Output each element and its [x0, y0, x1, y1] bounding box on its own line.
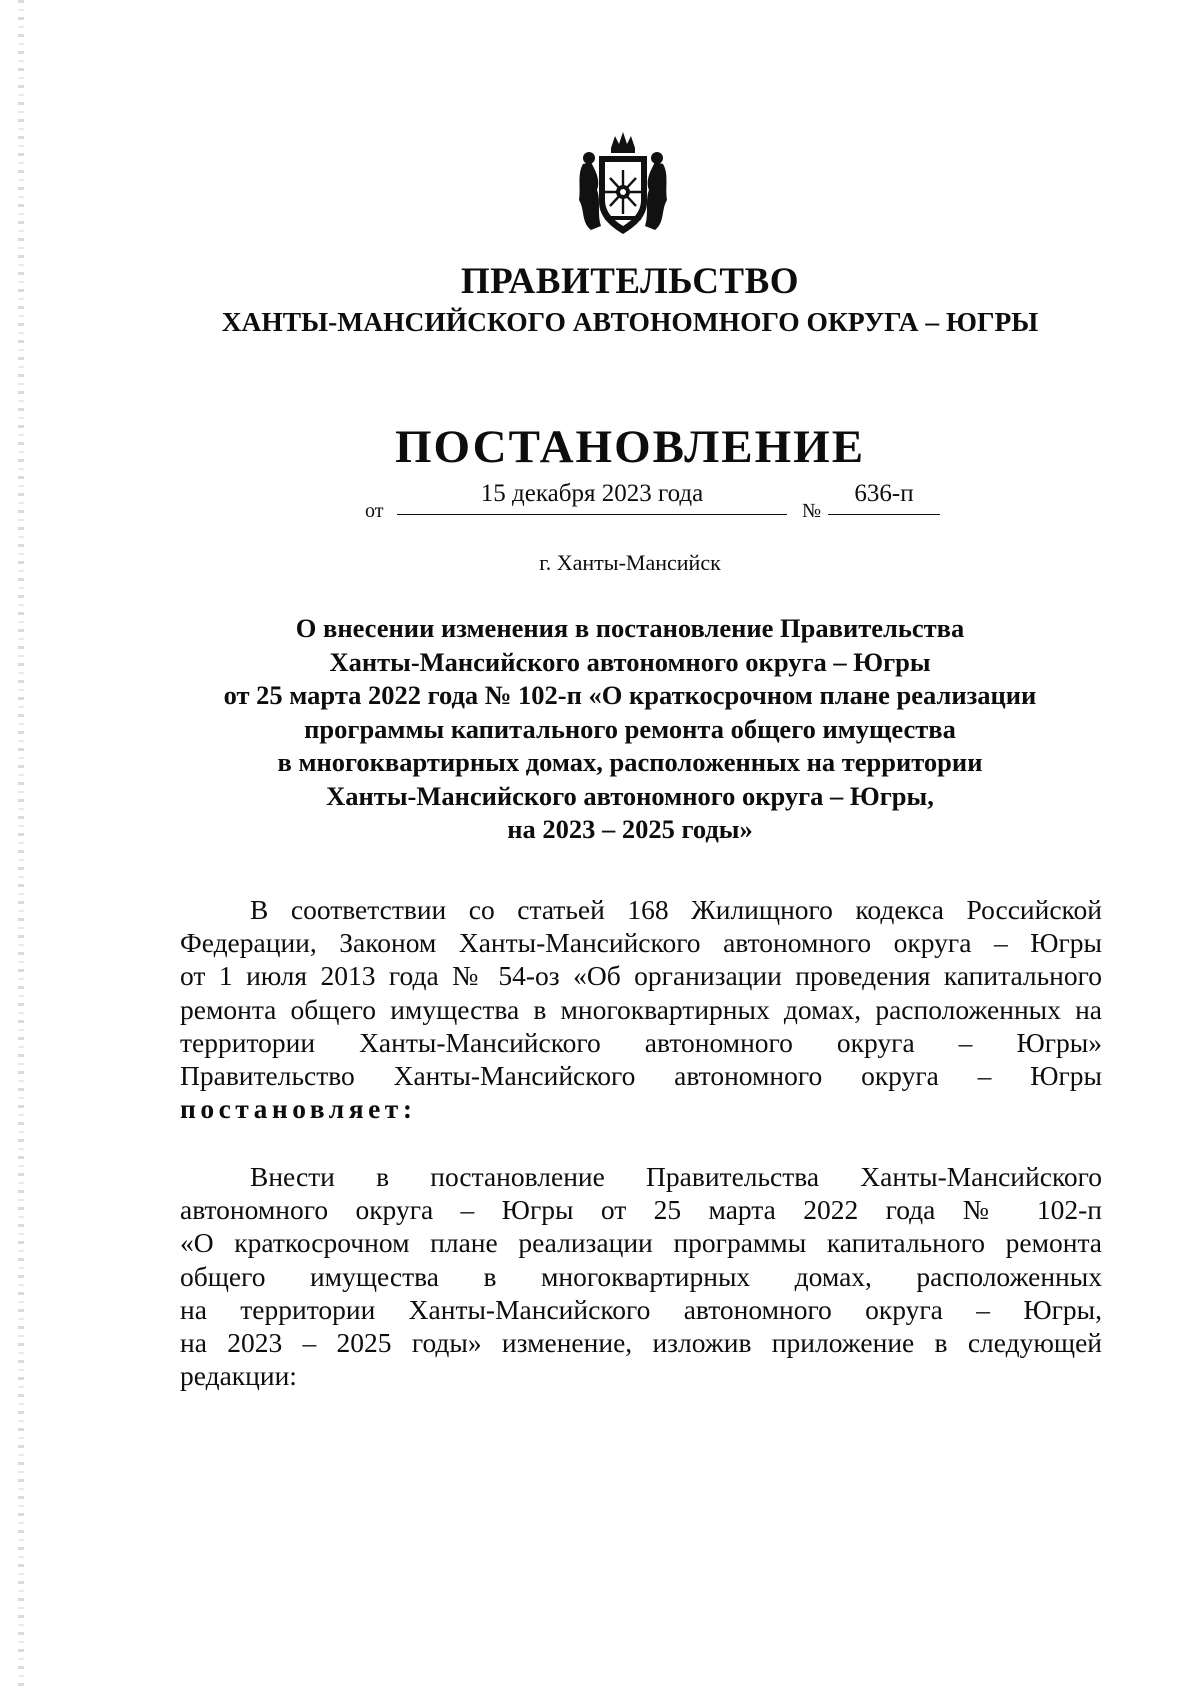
document-subject [160, 612, 1100, 847]
paragraph-line: «О краткосрочном плане реализации программы капитального ремонта [180, 1227, 1102, 1259]
government-region: ХАНТЫ-МАНСИЙСКОГО АВТОНОМНОГО ОКРУГА – ЮГРЫ [221, 306, 1039, 337]
paragraph-line: на территории Ханты-Мансийского автономного округа – Югры, [180, 1293, 1102, 1325]
paragraph-line: территории Ханты-Мансийского автономного округа – Югры» [180, 1026, 1102, 1058]
paragraph-line: ремонта общего имущества в многоквартирных домах, расположенных на [180, 993, 1102, 1025]
paragraph-line: автономного округа – Югры от 25 марта 2022 года № 102-п [180, 1194, 1102, 1226]
number-prefix: № [802, 500, 822, 522]
resolution-paragraph [180, 1160, 1102, 1392]
paragraph-line: на 2023 – 2025 годы» изменение, изложив приложение в следующей [180, 1326, 1102, 1358]
coat-of-arms-icon [575, 130, 671, 238]
subject-line: в многоквартирных домах, расположенных на территории [277, 747, 983, 777]
paragraph-line: В соответствии со статьей 168 Жилищного кодекса Российской [250, 894, 1102, 925]
paragraph-line: Федерации, Законом Ханты-Мансийского автономного округа – Югры [180, 927, 1102, 959]
subject-line: программы капитального ремонта общего имущества [304, 713, 956, 744]
subject-line: на 2023 – 2025 годы» [507, 814, 753, 844]
preamble-paragraph [180, 893, 1102, 1125]
subject-line: О внесении изменения в постановление Правительства [295, 613, 965, 643]
paragraph-line: Внести в постановление Правительства Ханты-Мансийского [250, 1161, 1102, 1192]
paragraph-line: Правительство Ханты-Мансийского автономного округа – Югры [180, 1059, 1102, 1091]
subject-line: Ханты-Мансийского автономного округа – Югры [329, 646, 931, 677]
government-title: ПРАВИТЕЛЬСТВО [460, 261, 800, 302]
date-number-row [365, 480, 914, 524]
subject-line: от 25 марта 2022 года № 102-п «О краткосрочном плане реализации [223, 680, 1037, 710]
paragraph-line: редакции: [180, 1360, 297, 1392]
scan-edge-artifact [18, 0, 24, 1686]
document-city: г. Ханты-Мансийск [539, 550, 721, 575]
document-type: ПОСТАНОВЛЕНИЕ [394, 421, 866, 473]
paragraph-line: от 1 июля 2013 года № 54-оз «Об организации проведения капитального [180, 960, 1102, 992]
resolves-word: постановляет: [180, 1093, 417, 1125]
subject-line: Ханты-Мансийского автономного округа – Югры, [326, 780, 934, 811]
date-prefix: от [365, 500, 384, 522]
paragraph-line: общего имущества в многоквартирных домах, расположенных [180, 1260, 1102, 1292]
document-date: 15 декабря 2023 года [397, 480, 787, 515]
document-number: 636-п [828, 480, 940, 515]
